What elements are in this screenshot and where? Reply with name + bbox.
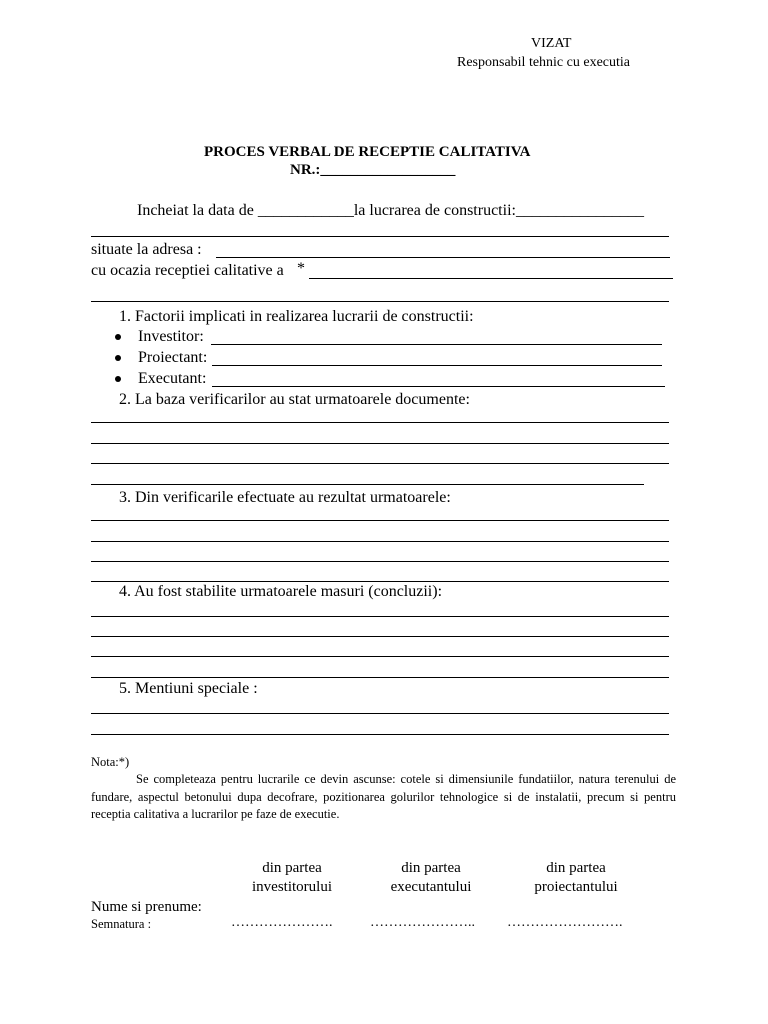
document-number: NR.:__________________ bbox=[290, 162, 456, 178]
investitor-col-line2: investitorului bbox=[252, 879, 332, 895]
blank-line bbox=[91, 734, 669, 735]
blank-line bbox=[91, 301, 669, 302]
nota-label: Nota:*) bbox=[91, 755, 130, 769]
page-title: PROCES VERBAL DE RECEPTIE CALITATIVA bbox=[204, 144, 531, 160]
blank-line bbox=[91, 541, 669, 542]
investitor-signature-dots: …………………. bbox=[231, 915, 333, 930]
section2-heading: 2. La baza verificarilor au stat urmatoarele documente: bbox=[119, 391, 470, 408]
asterisk-mark: * bbox=[297, 260, 305, 277]
proiectant-col-line1: din partea bbox=[546, 860, 606, 876]
section4-heading: 4. Au fost stabilite urmatoarele masuri (concluzii): bbox=[119, 583, 443, 600]
bullet-icon bbox=[115, 355, 121, 361]
investitor-line bbox=[211, 344, 662, 345]
nume-label: Nume si prenume: bbox=[91, 899, 202, 915]
vizat-label: VIZAT bbox=[531, 36, 572, 51]
executant-col-line2: executantului bbox=[390, 879, 472, 895]
section3-heading: 3. Din verificarile efectuate au rezultat urmatoarele: bbox=[119, 489, 451, 506]
blank-line bbox=[91, 677, 669, 678]
nota-text: Se completeaza pentru lucrarile ce devin ascunse: cotele si dimensiunile fundatiilor, natura terenului de fundare, aspectul betonului dupa decofrare, pozitionarea golurilor tehnologice si de instalatii, precum si pentru receptia calitativa a lucrarilor pe faze de executie. bbox=[91, 772, 676, 821]
blank-line bbox=[91, 484, 644, 485]
proiectant-label: Proiectant: bbox=[138, 349, 208, 366]
blank-line bbox=[91, 713, 669, 714]
blank-line bbox=[91, 463, 669, 464]
blank-line bbox=[91, 520, 669, 521]
semnatura-label: Semnatura : bbox=[91, 917, 152, 931]
blank-line bbox=[91, 636, 669, 637]
section1-heading: 1. Factorii implicati in realizarea lucrarii de constructii: bbox=[119, 308, 474, 325]
bullet-icon bbox=[115, 334, 121, 340]
blank-line bbox=[91, 422, 669, 423]
ocazia-label: cu ocazia receptiei calitative a bbox=[91, 262, 284, 279]
responsabil-label: Responsabil tehnic cu executia bbox=[457, 55, 630, 70]
executant-line bbox=[212, 386, 665, 387]
blank-line bbox=[91, 236, 669, 237]
executant-col-line1: din partea bbox=[401, 860, 461, 876]
ocazia-line bbox=[309, 278, 673, 279]
blank-line bbox=[91, 616, 669, 617]
blank-line bbox=[91, 443, 669, 444]
proiectant-col-line2: proiectantului bbox=[534, 879, 618, 895]
proiectant-line bbox=[212, 365, 662, 366]
blank-line bbox=[91, 561, 669, 562]
blank-line bbox=[91, 656, 669, 657]
section5-heading: 5. Mentiuni speciale : bbox=[119, 680, 258, 697]
blank-line bbox=[91, 581, 669, 582]
executant-label: Executant: bbox=[138, 370, 207, 387]
adresa-label: situate la adresa : bbox=[91, 241, 202, 258]
investitor-label: Investitor: bbox=[138, 328, 204, 345]
executant-signature-dots: ………………….. bbox=[370, 915, 475, 930]
investitor-col-line1: din partea bbox=[262, 860, 322, 876]
adresa-line bbox=[216, 257, 670, 258]
intro-line: Incheiat la data de ____________la lucrarea de constructii:________________ bbox=[137, 202, 644, 219]
bullet-icon bbox=[115, 376, 121, 382]
proiectant-signature-dots: ……………………. bbox=[507, 915, 623, 930]
